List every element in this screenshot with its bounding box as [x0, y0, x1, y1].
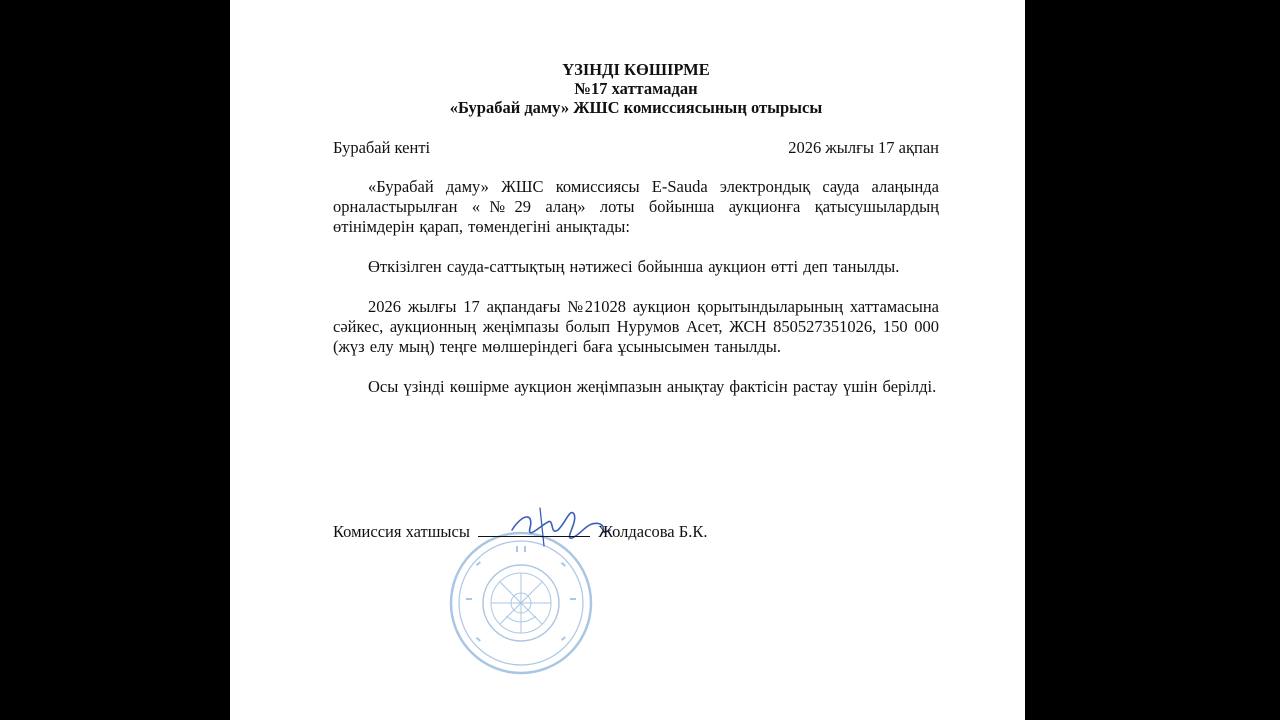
- signatory-role: Комиссия хатшысы: [333, 522, 470, 541]
- document-header: [333, 60, 939, 117]
- paragraph-winner: 2026 жылғы 17 ақпандағы №21028 аукцион қорытындыларының хаттамасына сәйкес, аукционның жеңімпазы болып Нурумов Асет, ЖСН 850527351026, 150 000 (жүз елу мың) теңге мөлшеріндегі баға ұсынысымен танылды.: [333, 297, 939, 356]
- document-content: [333, 60, 939, 414]
- paragraph-findings: «Бурабай даму» ЖШС комиссиясы E-Sauda электрондық сауда алаңында орналастырылған «№29 алаң» лоты бойынша аукционға қатысушылардың өтінімдерін қарап, төмендегіні анықтады:: [333, 177, 939, 236]
- official-stamp-icon: [446, 528, 596, 678]
- paragraph-purpose: Осы үзінді көшірме аукцион жеңімпазын анықтау фактісін растау үшін берілді.: [368, 377, 937, 396]
- place: Бурабай кенті: [333, 138, 431, 157]
- signatory-name: Жолдасова Б.К.: [598, 522, 708, 541]
- protocol-number: №17 хаттамадан: [574, 79, 698, 98]
- meeting-title: «Бурабай даму» ЖШС комиссиясының отырысы: [449, 98, 823, 117]
- place-date-row: [333, 138, 939, 157]
- document-title: ҮЗІНДІ КӨШІРМЕ: [562, 60, 710, 79]
- document-page: [230, 0, 1025, 720]
- signature-row: [333, 520, 707, 542]
- date: 2026 жылғы 17 ақпан: [788, 138, 939, 157]
- paragraph-result: Өткізілген сауда-саттықтың нәтижесі бойынша аукцион өтті деп танылды.: [368, 257, 900, 276]
- signature-line: [478, 520, 590, 537]
